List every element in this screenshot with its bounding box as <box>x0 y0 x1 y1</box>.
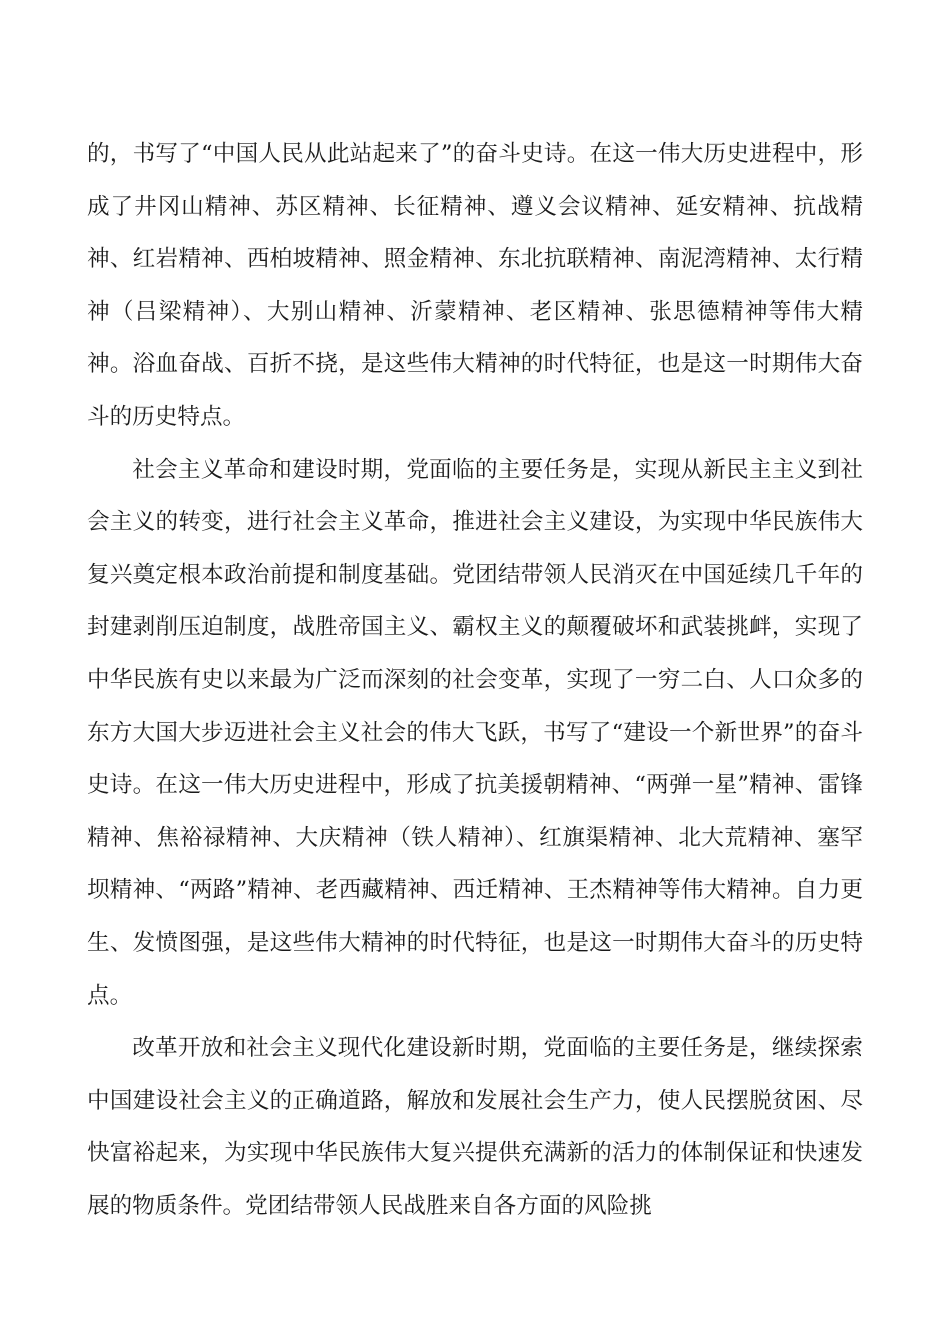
paragraph-reform-opening: 改革开放和社会主义现代化建设新时期，党面临的主要任务是，继续探索中国建设社会主义的正确道路，解放和发展社会生产力，使人民摆脱贫困、尽快富裕起来，为实现中华民族伟大复兴提供充满新的活力的体制保证和快速发展的物质条件。党团结带领人民战胜来自各方面的风险挑 <box>87 1035 863 1219</box>
paragraph-socialist-revolution: 社会主义革命和建设时期，党面临的主要任务是，实现从新民主主义到社会主义的转变，进行社会主义革命，推进社会主义建设，为实现中华民族伟大复兴奠定根本政治前提和制度基础。党团结带领人民消灭在中国延续几千年的封建剥削压迫制度，战胜帝国主义、霸权主义的颠覆破坏和武装挑衅，实现了中华民族有史以来最为广泛而深刻的社会变革，实现了一穷二白、人口众多的东方大国大步迈进社会主义社会的伟大飞跃，书写了“建设一个新世界”的奋斗史诗。在这一伟大历史进程中，形成了抗美援朝精神、“两弹一星”精神、雷锋精神、焦裕禄精神、大庆精神（铁人精神）、红旗渠精神、北大荒精神、塞罕坝精神、“两路”精神、老西藏精神、西迁精神、王杰精神等伟大精神。自力更生、发愤图强，是这些伟大精神的时代特征，也是这一时期伟大奋斗的历史特点。 <box>87 456 863 1009</box>
body-text <box>87 128 863 1232</box>
paragraph-continuation: 的，书写了“中国人民从此站起来了”的奋斗史诗。在这一伟大历史进程中，形成了井冈山精神、苏区精神、长征精神、遵义会议精神、延安精神、抗战精神、红岩精神、西柏坡精神、照金精神、东北抗联精神、南泥湾精神、太行精神（吕梁精神）、大别山精神、沂蒙精神、老区精神、张思德精神等伟大精神。浴血奋战、百折不挠，是这些伟大精神的时代特征，也是这一时期伟大奋斗的历史特点。 <box>87 141 863 430</box>
